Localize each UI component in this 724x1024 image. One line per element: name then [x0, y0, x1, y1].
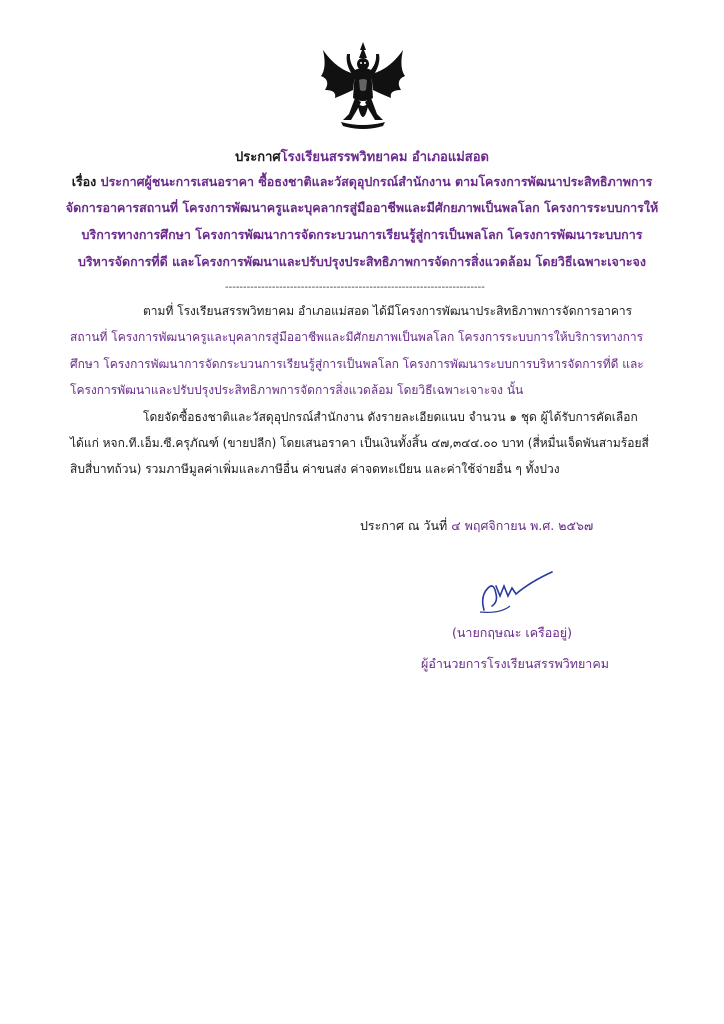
subject-line-3: บริการทางการศึกษา โครงการพัฒนาการจัดกระบวนการเรียนรู้สู่การเป็นพลโลก โครงการพัฒนาระบบการ: [81, 227, 643, 242]
announcement-date: [360, 516, 593, 536]
announcement-org: โรงเรียนสรรพวิทยาคม อำเภอแม่สอด: [280, 150, 489, 165]
date-value: ๔ พฤศจิกายน พ.ศ. ๒๕๖๗: [451, 518, 594, 533]
subject-line-1: เรื่อง ประกาศผู้ชนะการเสนอราคา ซื้อธงชาติและวัสดุอุปกรณ์สำนักงาน ตามโครงการพัฒนาประสิทธิภาพการ: [71, 174, 653, 189]
signer-name: (นายกฤษณะ เครืออยู่): [452, 625, 572, 640]
para1-line-3: ศึกษา โครงการพัฒนาการจัดกระบวนการเรียนรู้สู่การเป็นพลโลก โครงการพัฒนาระบบการบริหารจัดการที่ดี และ: [70, 357, 644, 371]
announcement-prefix: ประกาศ: [235, 150, 281, 165]
handwritten-signature: [470, 566, 556, 616]
signer-position: ผู้อำนวยการโรงเรียนสรรพวิทยาคม: [421, 656, 609, 671]
garuda-emblem-icon: [317, 40, 409, 134]
para2-line-1: โดยจัดซื้อธงชาติและวัสดุอุปกรณ์สำนักงาน ดังรายละเอียดแนบ จำนวน ๑ ชุด ผู้ได้รับการคัดเลือก: [143, 410, 638, 424]
announcement-title: [40, 146, 684, 167]
para1-line-4: โครงการพัฒนาและปรับปรุงประสิทธิภาพการจัดการสิ่งแวดล้อม โดยวิธีเฉพาะเจาะจง นั้น: [70, 383, 524, 397]
subject-line-2: จัดการอาคารสถานที่ โครงการพัฒนาครูและบุคลากรสู่มืออาชีพและมีศักยภาพเป็นพลโลก โครงการระบบการให้: [65, 200, 659, 215]
para2-line-2: ได้แก่ หจก.ที.เอ็ม.ซี.ครุภัณฑ์ (ขายปลีก) โดยเสนอราคา เป็นเงินทั้งสิ้น ๔๗,๓๔๔.๐๐ บาท (สี่หมื่นเจ็ดพันสามร้อยสี่: [70, 436, 649, 450]
divider: ------------------------------------------------------------------------: [225, 282, 485, 293]
date-prefix: ประกาศ ณ วันที่: [360, 518, 448, 533]
para1-line-1: ตามที่ โรงเรียนสรรพวิทยาคม อำเภอแม่สอด ได้มีโครงการพัฒนาประสิทธิภาพการจัดการอาคาร: [143, 304, 633, 318]
subject-line-4: บริหารจัดการที่ดี และโครงการพัฒนาและปรับปรุงประสิทธิภาพการจัดการสิ่งแวดล้อม โดยวิธีเฉพาะเจาะจง: [78, 254, 646, 269]
para1-line-2: สถานที่ โครงการพัฒนาครูและบุคลากรสู่มืออาชีพและมีศักยภาพเป็นพลโลก โครงการระบบการให้บริการทางการ: [70, 330, 644, 344]
para2-line-3: สิบสี่บาทถ้วน) รวมภาษีมูลค่าเพิ่มและภาษีอื่น ค่าขนส่ง ค่าจดทะเบียน และค่าใช้จ่ายอื่น ๆ ทั้งปวง: [70, 462, 560, 476]
subject-label: เรื่อง: [71, 174, 97, 189]
